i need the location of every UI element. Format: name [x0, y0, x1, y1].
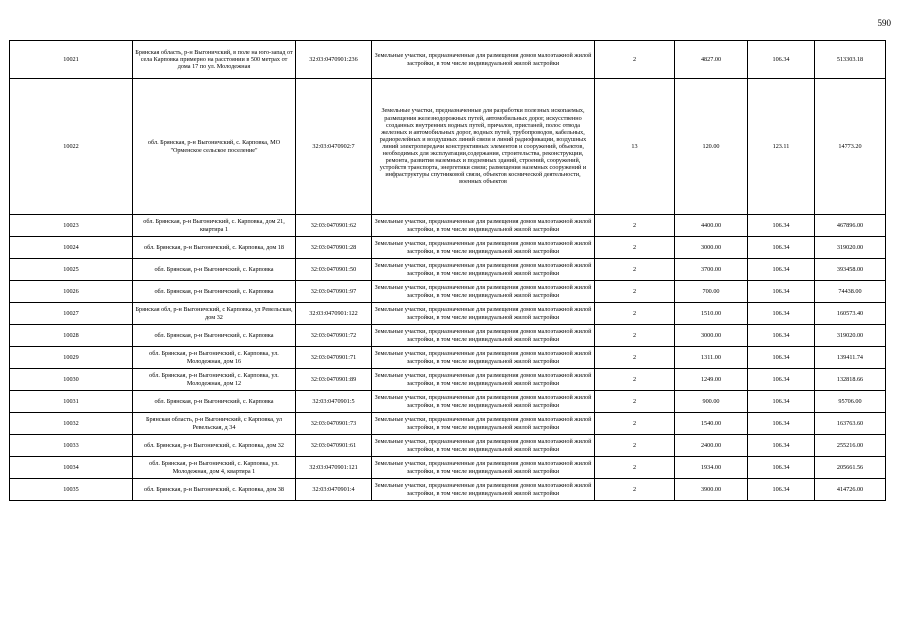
address-cell: Брянская обл, р-н Выгоничский, с Карповка, ул Ревельская, дом 32: [133, 303, 296, 325]
use-group-cell: 2: [595, 413, 675, 435]
use-group-cell: 2: [595, 303, 675, 325]
row-id-cell: 10026: [10, 281, 133, 303]
cadastral-number-cell: 32:03:0470901:122: [296, 303, 372, 325]
land-use-cell: Земельные участки, предназначенные для размещения домов малоэтажной жилой застройки, в том числе индивидуальной жилой застройки: [372, 391, 595, 413]
row-id-cell: 10035: [10, 479, 133, 501]
row-id-cell: 10033: [10, 435, 133, 457]
cadastral-value-cell: 205661.56: [815, 457, 886, 479]
specific-value-cell: 106.34: [748, 479, 815, 501]
specific-value-cell: 106.34: [748, 325, 815, 347]
specific-value-cell: 106.34: [748, 435, 815, 457]
address-cell: обл. Брянская, р-н Выгоничский, с. Карповка: [133, 281, 296, 303]
land-use-cell: Земельные участки, предназначенные для размещения домов малоэтажной жилой застройки, в том числе индивидуальной жилой застройки: [372, 281, 595, 303]
cadastral-value-cell: 319020.00: [815, 325, 886, 347]
address-cell: обл. Брянская, р-н Выгоничский, с. Карповка, МО "Орменское сельское поселение": [133, 79, 296, 215]
cadastral-number-cell: 32:03:0470901:4: [296, 479, 372, 501]
cadastral-value-cell: 132818.66: [815, 369, 886, 391]
table-row: [10, 325, 886, 347]
table-body: [10, 41, 886, 501]
cadastral-value-cell: 393458.00: [815, 259, 886, 281]
land-use-cell: Земельные участки, предназначенные для размещения домов малоэтажной жилой застройки, в том числе индивидуальной жилой застройки: [372, 215, 595, 237]
table-row: [10, 259, 886, 281]
specific-value-cell: 106.34: [748, 413, 815, 435]
land-use-cell: Земельные участки, предназначенные для размещения домов малоэтажной жилой застройки, в том числе индивидуальной жилой застройки: [372, 237, 595, 259]
cadastral-value-cell: 74438.00: [815, 281, 886, 303]
cadastral-value-cell: 139411.74: [815, 347, 886, 369]
address-cell: обл. Брянская, р-н Выгоничский, с. Карповка: [133, 259, 296, 281]
cadastral-value-cell: 319020.00: [815, 237, 886, 259]
cadastral-number-cell: 32:03:0470901:121: [296, 457, 372, 479]
area-cell: 3000.00: [675, 237, 748, 259]
table-row: [10, 215, 886, 237]
row-id-cell: 10030: [10, 369, 133, 391]
table-row: [10, 391, 886, 413]
address-cell: обл. Брянская, р-н Выгоничский, с. Карповка, дом 38: [133, 479, 296, 501]
use-group-cell: 2: [595, 281, 675, 303]
row-id-cell: 10034: [10, 457, 133, 479]
row-id-cell: 10032: [10, 413, 133, 435]
table-row: [10, 369, 886, 391]
specific-value-cell: 106.34: [748, 303, 815, 325]
area-cell: 1934.00: [675, 457, 748, 479]
use-group-cell: 2: [595, 325, 675, 347]
use-group-cell: 2: [595, 237, 675, 259]
land-use-cell: Земельные участки, предназначенные для размещения домов малоэтажной жилой застройки, в том числе индивидуальной жилой застройки: [372, 479, 595, 501]
specific-value-cell: 106.34: [748, 237, 815, 259]
specific-value-cell: 123.11: [748, 79, 815, 215]
specific-value-cell: 106.34: [748, 369, 815, 391]
area-cell: 1249.00: [675, 369, 748, 391]
area-cell: 700.00: [675, 281, 748, 303]
table-row: [10, 413, 886, 435]
address-cell: обл. Брянская, р-н Выгоничский, с. Карповка: [133, 391, 296, 413]
cadastral-value-cell: 163763.60: [815, 413, 886, 435]
cadastral-number-cell: 32:03:0470901:28: [296, 237, 372, 259]
cadastral-number-cell: 32:03:0470901:71: [296, 347, 372, 369]
table-row: [10, 281, 886, 303]
cadastral-value-cell: 513303.18: [815, 41, 886, 79]
specific-value-cell: 106.34: [748, 391, 815, 413]
cadastral-value-cell: 95706.00: [815, 391, 886, 413]
area-cell: 4827.00: [675, 41, 748, 79]
land-use-cell: Земельные участки, предназначенные для размещения домов малоэтажной жилой застройки, в том числе индивидуальной жилой застройки: [372, 435, 595, 457]
cadastral-number-cell: 32:03:0470901:97: [296, 281, 372, 303]
use-group-cell: 2: [595, 215, 675, 237]
row-id-cell: 10028: [10, 325, 133, 347]
cadastral-number-cell: 32:03:0470901:50: [296, 259, 372, 281]
area-cell: 1311.00: [675, 347, 748, 369]
cadastral-number-cell: 32:03:0470901:61: [296, 435, 372, 457]
cadastral-number-cell: 32:03:0470901:73: [296, 413, 372, 435]
cadastral-number-cell: 32:03:0470902:7: [296, 79, 372, 215]
table-row: [10, 41, 886, 79]
land-use-cell: Земельные участки, предназначенные для размещения домов малоэтажной жилой застройки, в том числе индивидуальной жилой застройки: [372, 41, 595, 79]
table-row: [10, 479, 886, 501]
row-id-cell: 10024: [10, 237, 133, 259]
area-cell: 120.00: [675, 79, 748, 215]
row-id-cell: 10021: [10, 41, 133, 79]
cadastral-value-cell: 255216.00: [815, 435, 886, 457]
use-group-cell: 13: [595, 79, 675, 215]
address-cell: обл. Брянская, р-н Выгоничский, с. Карповка, дом 18: [133, 237, 296, 259]
specific-value-cell: 106.34: [748, 41, 815, 79]
specific-value-cell: 106.34: [748, 347, 815, 369]
area-cell: 3000.00: [675, 325, 748, 347]
row-id-cell: 10023: [10, 215, 133, 237]
area-cell: 1510.00: [675, 303, 748, 325]
address-cell: Брянская область, р-н Выгоничский, с Карповка, ул Ревельская, д 34: [133, 413, 296, 435]
specific-value-cell: 106.34: [748, 281, 815, 303]
specific-value-cell: 106.34: [748, 259, 815, 281]
cadastral-number-cell: 32:03:0470901:62: [296, 215, 372, 237]
address-cell: обл. Брянская, р-н Выгоничский, с. Карповка, дом 32: [133, 435, 296, 457]
land-use-cell: Земельные участки, предназначенные для размещения домов малоэтажной жилой застройки, в том числе индивидуальной жилой застройки: [372, 457, 595, 479]
cadastral-number-cell: 32:03:0470901:236: [296, 41, 372, 79]
use-group-cell: 2: [595, 369, 675, 391]
table-row: [10, 457, 886, 479]
area-cell: 4400.00: [675, 215, 748, 237]
area-cell: 1540.00: [675, 413, 748, 435]
cadastral-value-cell: 414726.00: [815, 479, 886, 501]
land-use-cell: Земельные участки, предназначенные для разработки полезных ископаемых, размещения железнодорожных путей, автомобильных дорог, искусственно созданных внутренних водных путей, причалов, пристаней, полос отвода железных и автомобильных дорог, водных путей, трубопроводов, кабельных, радиорелейных и воздушных линий связи и линий радиофикации, воздушных линий электропередачи конструктивных элементов и сооружений, объектов, необходимых для эксплуатации,содержания, строительства, реконструкции, ремонта, развития наземных и подземных зданий, строений, сооружений, устройств транспорта, энергетики связи; размещения наземных сооружений и инфраструктуры спутниковой связи, объектов космической деятельности, военных объектов: [372, 79, 595, 215]
table-row: [10, 79, 886, 215]
area-cell: 3900.00: [675, 479, 748, 501]
row-id-cell: 10027: [10, 303, 133, 325]
cadastral-value-cell: 467896.00: [815, 215, 886, 237]
cadastral-number-cell: 32:03:0470901:89: [296, 369, 372, 391]
land-use-cell: Земельные участки, предназначенные для размещения домов малоэтажной жилой застройки, в том числе индивидуальной жилой застройки: [372, 259, 595, 281]
specific-value-cell: 106.34: [748, 457, 815, 479]
table-row: [10, 435, 886, 457]
use-group-cell: 2: [595, 259, 675, 281]
use-group-cell: 2: [595, 41, 675, 79]
address-cell: обл. Брянская, р-н Выгоничский, с. Карповка, дом 21, квартира 1: [133, 215, 296, 237]
cadastral-number-cell: 32:03:0470901:5: [296, 391, 372, 413]
area-cell: 2400.00: [675, 435, 748, 457]
page-number: 590: [877, 18, 891, 28]
address-cell: обл. Брянская, р-н Выгоничский, с. Карповка: [133, 325, 296, 347]
use-group-cell: 2: [595, 479, 675, 501]
land-use-cell: Земельные участки, предназначенные для размещения домов малоэтажной жилой застройки, в том числе индивидуальной жилой застройки: [372, 413, 595, 435]
table-row: [10, 347, 886, 369]
cadastral-value-table: [9, 40, 886, 501]
land-use-cell: Земельные участки, предназначенные для размещения домов малоэтажной жилой застройки, в том числе индивидуальной жилой застройки: [372, 347, 595, 369]
area-cell: 3700.00: [675, 259, 748, 281]
land-use-cell: Земельные участки, предназначенные для размещения домов малоэтажной жилой застройки, в том числе индивидуальной жилой застройки: [372, 303, 595, 325]
land-use-cell: Земельные участки, предназначенные для размещения домов малоэтажной жилой застройки, в том числе индивидуальной жилой застройки: [372, 369, 595, 391]
row-id-cell: 10031: [10, 391, 133, 413]
area-cell: 900.00: [675, 391, 748, 413]
row-id-cell: 10029: [10, 347, 133, 369]
table-row: [10, 237, 886, 259]
cadastral-value-cell: 160573.40: [815, 303, 886, 325]
use-group-cell: 2: [595, 435, 675, 457]
use-group-cell: 2: [595, 457, 675, 479]
address-cell: обл. Брянская, р-н Выгоничский, с. Карповка, ул. Молодежная, дом 4, квартира 1: [133, 457, 296, 479]
table-row: [10, 303, 886, 325]
cadastral-value-cell: 14773.20: [815, 79, 886, 215]
address-cell: обл. Брянская, р-н Выгоничский, с. Карповка, ул. Молодежная, дом 12: [133, 369, 296, 391]
use-group-cell: 2: [595, 347, 675, 369]
land-use-cell: Земельные участки, предназначенные для размещения домов малоэтажной жилой застройки, в том числе индивидуальной жилой застройки: [372, 325, 595, 347]
specific-value-cell: 106.34: [748, 215, 815, 237]
cadastral-number-cell: 32:03:0470901:72: [296, 325, 372, 347]
use-group-cell: 2: [595, 391, 675, 413]
row-id-cell: 10025: [10, 259, 133, 281]
row-id-cell: 10022: [10, 79, 133, 215]
address-cell: Брянская область, р-н Выгоничский, в поле на юго-запад от села Карповка примерно на расстоянии в 500 метрах от дома 17 по ул. Молодежная: [133, 41, 296, 79]
address-cell: обл. Брянская, р-н Выгоничский, с. Карповка, ул. Молодежная, дом 16: [133, 347, 296, 369]
